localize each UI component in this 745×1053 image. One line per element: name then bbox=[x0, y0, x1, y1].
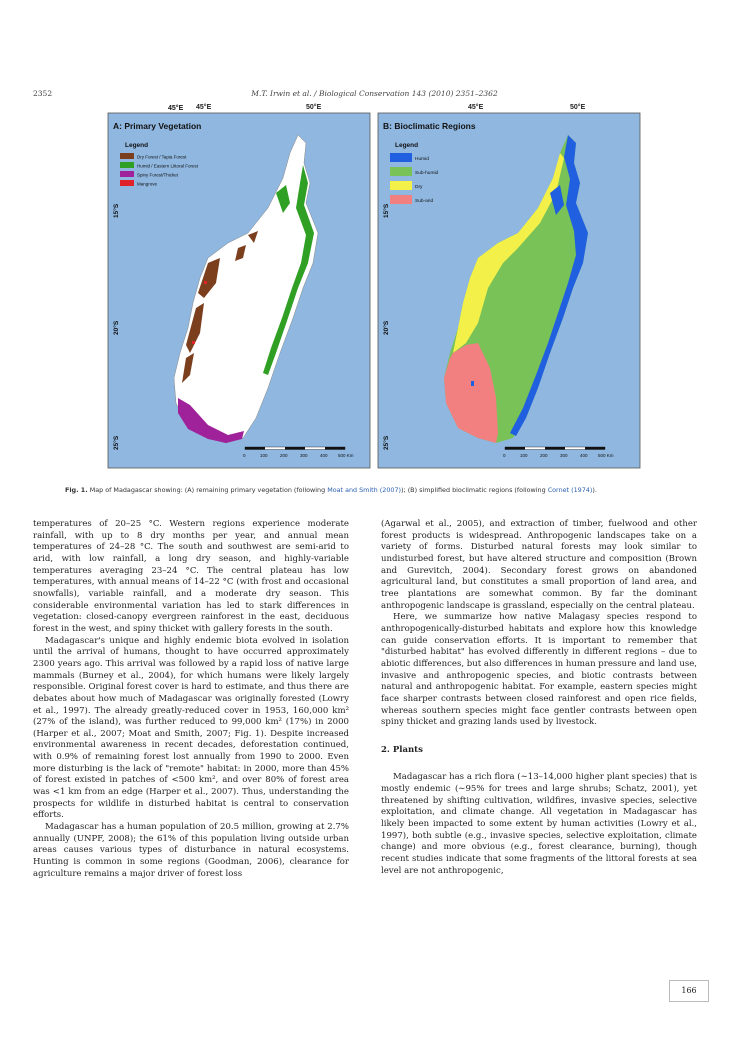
caption-text: Map of Madagascar showing: (A) remaining primary vegetation (following bbox=[89, 486, 328, 494]
caption-citation-link[interactable]: Moat and Smith (2007) bbox=[327, 486, 402, 494]
lon-label-45: 45°E bbox=[196, 104, 212, 111]
journal-citation: M.T. Irwin et al. / Biological Conservation 143 (2010) 2351–2362 bbox=[251, 89, 498, 98]
scale-label: 500 Km bbox=[338, 453, 354, 458]
lat-label-20: 20°S bbox=[383, 320, 390, 335]
legend-swatch-humid bbox=[390, 153, 412, 162]
scale-label: 300 bbox=[300, 453, 308, 458]
legend-swatch-dry bbox=[390, 181, 412, 190]
scale-label: 200 bbox=[540, 453, 548, 458]
lat-label-15: 15°S bbox=[113, 203, 120, 218]
section-heading: 2. Plants bbox=[381, 744, 423, 755]
legend-label: Dry Forest / Tapia Forest bbox=[137, 154, 187, 160]
panel-a-title: A: Primary Vegetation bbox=[113, 121, 202, 131]
lat-label-25: 25°S bbox=[113, 435, 120, 450]
paragraph: temperatures of 20–25 °C. Western regions experience moderate rainfall, with up to 8 dry months per year, and annual mean temperatures of 24–28 °C. The south and southwest are semi-arid to arid, with low rainfall, a long dry season, and highly-variable temperatures averaging 23–24 °C. The central plateau has low temperatures, with annual means of 14–22 °C (with frost and occasional snowfalls), variable rainfall, and a moderate dry season. This considerable environmental variation has led to stark differences in vegetation: closed-canopy evergreen rainforest in the east, deciduous forest in the west, and spiny thicket with gallery forests in the south. bbox=[33, 519, 349, 634]
caption-text: ); (B) simplified bioclimatic regions (following bbox=[401, 486, 548, 494]
figure-1 bbox=[108, 104, 640, 468]
scale-label: 400 bbox=[580, 453, 588, 458]
scale-label: 500 Km bbox=[598, 453, 614, 458]
left-column bbox=[33, 519, 349, 880]
legend-swatch-subhumid bbox=[390, 167, 412, 176]
lat-label-25: 25°S bbox=[383, 435, 390, 450]
paragraph: (Agarwal et al., 2005), and extraction of timber, fuelwood and other forest products is widespread. Anthropogenic landscapes take on a variety of forms. Disturbed natural forests may look similar to undisturbed forest, but have altered structure and composition (Brown and Gurevitch, 2004). Secondary forest grows on abandoned agricultural land, but constitutes a small proportion of land area, and tree plantations are somewhat common. By far the dominant anthropogenic landscape is grassland, especially on the central plateau. bbox=[381, 519, 697, 611]
caption-text: ). bbox=[592, 486, 597, 494]
legend-label: Sub-arid bbox=[415, 199, 434, 204]
legend-swatch-mangrove bbox=[120, 180, 134, 186]
scale-label: 0 bbox=[243, 453, 246, 458]
legend-label: Humid / Eastern Littoral Forest bbox=[137, 163, 199, 169]
paragraph: Here, we summarize how native Malagasy species respond to anthropogenically-disturbed habitats and explore how this knowledge can guide conservation efforts. It is important to remember that "disturbed habitat" has evolved differently in different regions – due to abiotic differences, but also differences in human pressure and land use, invasive and anthropogenic species, and biotic contrasts between natural and anthropogenic habitat. For example, eastern species might face sharper contrasts between closed rainforest and open rice fields, whereas southern species might face gentler contrasts between open spiny thicket and grazing lands used by livestock. bbox=[381, 612, 698, 728]
page-number-box: 166 bbox=[669, 980, 709, 1002]
caption-citation-link[interactable]: Cornet (1974) bbox=[547, 486, 593, 494]
lat-label-15: 15°S bbox=[383, 203, 390, 218]
scale-label: 300 bbox=[560, 453, 568, 458]
panel-bioclimatic-regions bbox=[378, 113, 640, 468]
panel-b-title: B: Bioclimatic Regions bbox=[383, 121, 476, 131]
lon-label-45: 45°E bbox=[168, 105, 184, 112]
lon-label-50: 50°E bbox=[306, 104, 322, 111]
legend-title: Legend bbox=[395, 142, 419, 149]
caption-label: Fig. 1. bbox=[65, 486, 88, 494]
legend-label: Humid bbox=[415, 157, 429, 162]
legend-swatch-humid bbox=[120, 162, 134, 168]
scale-label: 200 bbox=[280, 453, 288, 458]
legend-label: Spiny Forest/Thicket bbox=[137, 172, 179, 178]
paragraph: Madagascar has a human population of 20.5 million, growing at 2.7% annually (UNPF, 2008); the 61% of this population living outside urban areas causes various types of disturbance in natural ecosystems. Hunting is common in some regions (Goodman, 2006), clearance for agriculture remains a major driver of forest loss bbox=[33, 822, 349, 879]
lon-label-50: 50°E bbox=[570, 104, 586, 111]
right-column bbox=[381, 519, 697, 877]
paragraph: Madagascar has a rich flora (∼13–14,000 higher plant species) that is mostly endemic (∼95% for trees and large shrubs; Schatz, 2001), yet threatened by shifting cultivation, wildfires, invasive species, selective exploitation, and climate change. All vegetation in Madagascar has likely been impacted to some extent by human activities (Lowry et al., 1997), both subtle (e.g., invasive species, selective exploitation, climate change) and more obvious (e.g., forest clearance, burning), though recent studies indicate that some fragments of the littoral forests at sea level are not anthropogenic, bbox=[381, 772, 697, 876]
scale-label: 100 bbox=[260, 453, 268, 458]
legend-label: Mangrove bbox=[137, 181, 158, 187]
lat-label-20: 20°S bbox=[113, 320, 120, 335]
legend-label: Sub-humid bbox=[415, 171, 439, 176]
legend-swatch-subarid bbox=[390, 195, 412, 204]
legend-swatch-spiny bbox=[120, 171, 134, 177]
page-number: 2352 bbox=[33, 89, 53, 98]
scale-label: 0 bbox=[503, 453, 506, 458]
legend-swatch-dry bbox=[120, 153, 134, 159]
lon-label-45: 45°E bbox=[468, 104, 484, 111]
scale-label: 400 bbox=[320, 453, 328, 458]
figure-caption bbox=[65, 486, 685, 494]
paragraph: Madagascar's unique and highly endemic biota evolved in isolation until the arrival of humans, thought to have occurred approximately 2300 years ago. This arrival was followed by a rapid loss of native large mammals (Burney et al., 2004), for which humans were likely largely responsible. Original forest cover is hard to estimate, and thus there are debates about how much of Madagascar was originally forested (Lowry et al., 1997). The already greatly-reduced cover in 1953, 160,000 km² (27% of the island), was further reduced to 99,000 km² (17%) in 2000 (Harper et al., 2007; Moat and Smith, 2007; Fig. 1). Despite increased environmental awareness in recent decades, deforestation continued, with 0.9% of remaining forest lost annually from 1990 to 2000. Even more disturbing is the lack of "remote" habitat: in 2000, more than 45% of forest existed in patches of <500 km², and over 80% of forest area was <1 km from an edge (Harper et al., 2007). Thus, understanding the prospects for wildlife in disturbed habitat is central to conservation efforts. bbox=[33, 635, 349, 821]
scale-label: 100 bbox=[520, 453, 528, 458]
legend-title: Legend bbox=[125, 142, 149, 149]
legend-label: Dry bbox=[415, 185, 423, 190]
